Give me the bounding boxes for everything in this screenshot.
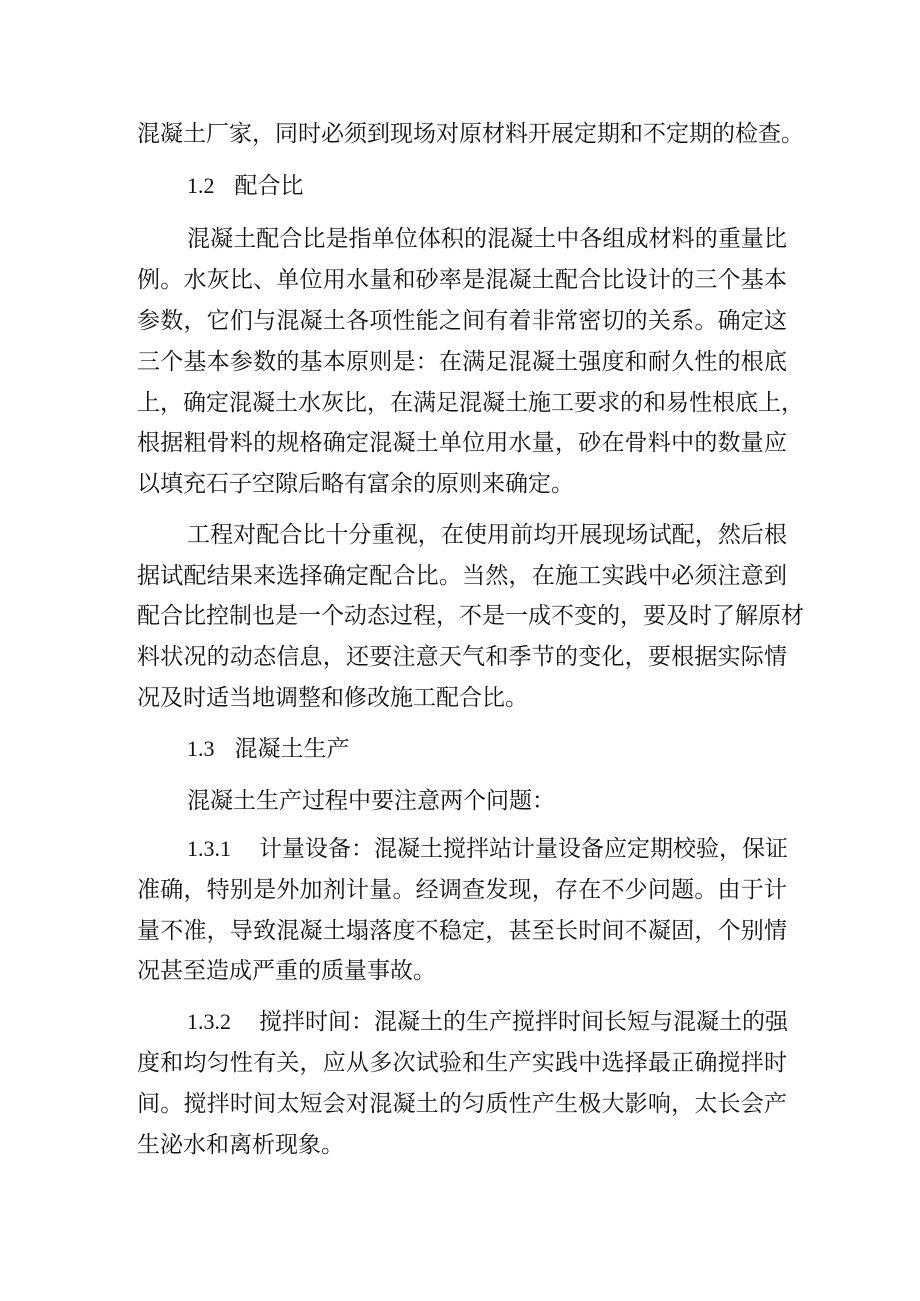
paragraph-line: 间。搅拌时间太短会对混凝土的匀质性产生极大影响，太长会产 [137,1091,787,1117]
paragraph-line: 参数，它们与混凝土各项性能之间有着非常密切的关系。确定这 [137,308,787,334]
paragraph-line: 量不准，导致混凝土塌落度不稳定，甚至长时间不凝固，个别情 [137,918,787,944]
section-title: 混凝土生产 [234,736,350,762]
subsection-number: 1.3.2 [187,1009,231,1034]
subsection-text: 计量设备：混凝土搅拌站计量设备应定期校验，保证 [259,836,788,862]
subsection-text: 搅拌时间：混凝土的生产搅拌时间长短与混凝土的强 [259,1009,788,1035]
paragraph-line: 况甚至造成严重的质量事故。 [137,958,436,984]
paragraph-line: 上，确定混凝土水灰比，在满足混凝土施工要求的和易性根底上， [137,390,804,416]
subsection-number: 1.3.1 [187,836,231,861]
paragraph-line: 例。水灰比、单位用水量和砂率是混凝土配合比设计的三个基本 [137,267,787,293]
subsection-line-1-3-2 [187,1007,787,1037]
paragraph-line: 混凝土生产过程中要注意两个问题： [187,788,555,814]
section-number: 1.3 [187,736,215,761]
paragraph-line: 根据粗骨料的规格确定混凝土单位用水量，砂在骨料中的数量应 [137,430,787,456]
paragraph-line: 生泌水和离析现象。 [137,1132,344,1158]
paragraph-line: 准确，特别是外加剂计量。经调查发现，存在不少问题。由于计 [137,877,787,903]
section-title: 配合比 [234,173,304,199]
section-heading-1-3 [187,734,787,764]
section-number: 1.2 [187,173,215,198]
paragraph-line: 况及时适当地调整和修改施工配合比。 [137,685,528,711]
paragraph-line: 工程对配合比十分重视，在使用前均开展现场试配，然后根 [187,522,787,548]
section-heading-1-2 [187,171,787,201]
paragraph-line: 三个基本参数的基本原则是：在满足混凝土强度和耐久性的根底 [137,349,787,375]
paragraph-line: 度和均匀性有关，应从多次试验和生产实践中选择最正确搅拌时 [137,1050,787,1076]
subsection-line-1-3-1 [187,834,787,864]
paragraph-line: 混凝土配合比是指单位体积的混凝土中各组成材料的重量比 [187,226,787,252]
paragraph-line: 配合比控制也是一个动态过程，不是一成不变的，要及时了解原材 [137,603,804,629]
paragraph-line: 以填充石子空隙后略有富余的原则来确定。 [137,471,574,497]
paragraph-line: 混凝土厂家，同时必须到现场对原材料开展定期和不定期的检查。 [137,121,804,147]
paragraph-line: 据试配结果来选择确定配合比。当然，在施工实践中必须注意到 [137,563,787,589]
paragraph-line: 料状况的动态信息，还要注意天气和季节的变化，要根据实际情 [137,644,787,670]
